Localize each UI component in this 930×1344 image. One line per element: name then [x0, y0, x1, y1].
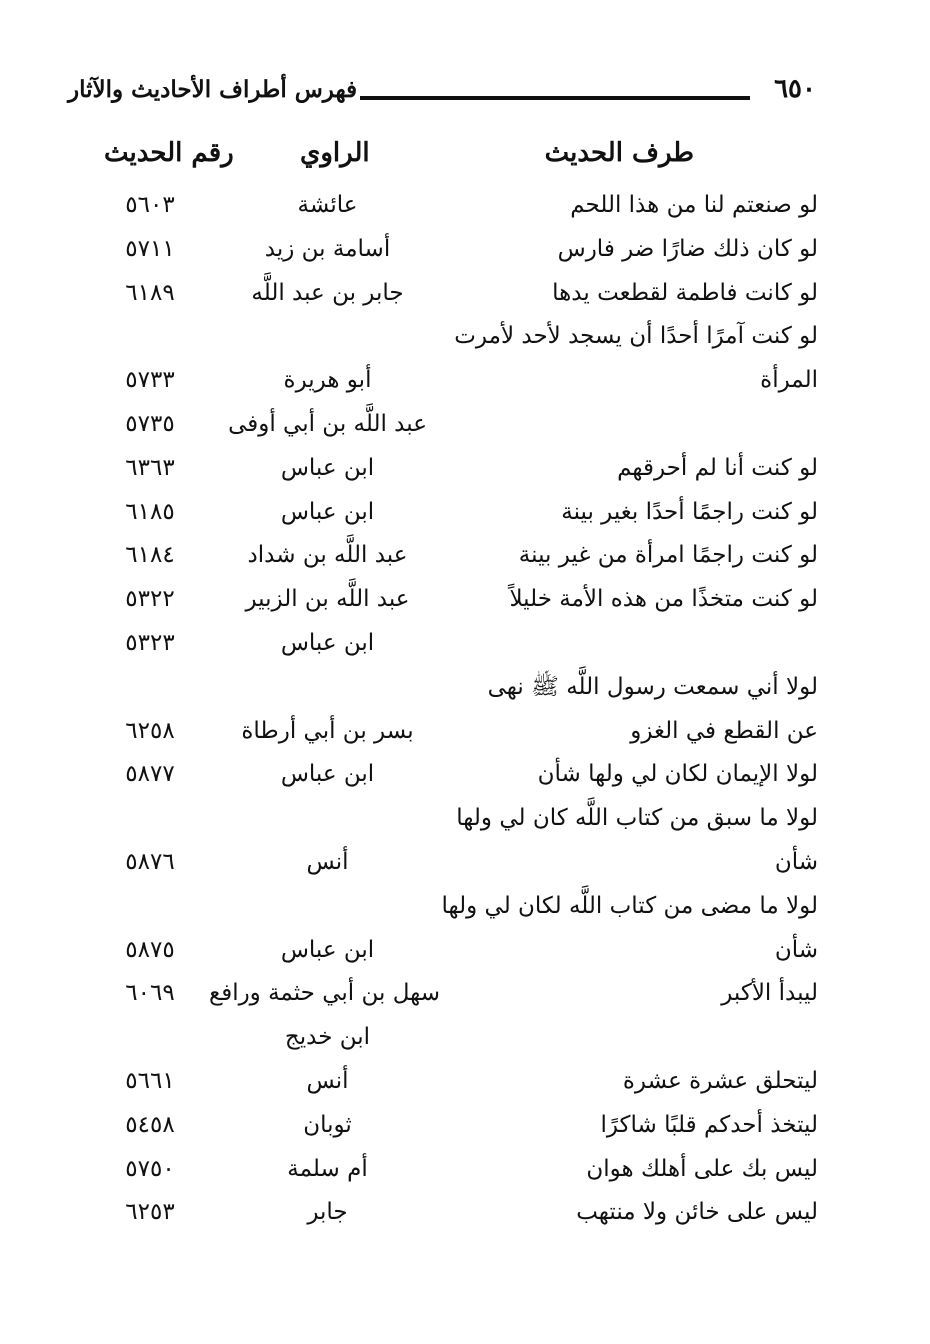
narrator-name: أم سلمة	[287, 1155, 368, 1182]
narrator-name: أبو هريرة	[283, 367, 372, 394]
hadith-number: ٦٢٥٣	[125, 1199, 175, 1226]
table-row	[0, 622, 930, 666]
hadith-text: شأن	[774, 848, 818, 875]
column-header-narrator: الراوي	[300, 138, 370, 168]
hadith-number: ٥٤٥٨	[125, 1111, 175, 1138]
narrator-name: جابر بن عبد اللَّه	[251, 279, 404, 306]
hadith-text: عن القطع في الغزو	[630, 717, 818, 744]
hadith-text: لو كنت أنا لم أحرقهم	[617, 454, 818, 481]
hadith-text: لولا ما سبق من كتاب اللَّه كان لي ولها	[456, 805, 818, 832]
narrator-name: أنس	[306, 848, 349, 875]
narrator-name: عبد اللَّه بن شداد	[247, 542, 408, 569]
table-row	[0, 447, 930, 491]
table-row	[0, 315, 930, 359]
hadith-number: ٦٣٦٣	[125, 454, 175, 481]
table-row	[0, 1148, 930, 1192]
narrator-name: عبد اللَّه بن الزبير	[245, 586, 410, 613]
narrator-name: ابن عباس	[280, 629, 375, 656]
hadith-text: لو كنت آمرًا أحدًا أن يسجد لأحد لأمرت	[454, 323, 818, 350]
page-number: ٦٥٠	[774, 74, 816, 104]
narrator-name: ابن خديج	[284, 1024, 371, 1051]
table-row	[0, 491, 930, 535]
table-row	[0, 929, 930, 973]
hadith-text: لو كان ذلك ضارًا ضر فارس	[557, 235, 818, 262]
table-row	[0, 359, 930, 403]
table-row	[0, 841, 930, 885]
hadith-text: ليتحلق عشرة عشرة	[622, 1067, 818, 1094]
hadith-number: ٦٠٦٩	[125, 980, 175, 1007]
narrator-name: ابن عباس	[280, 454, 375, 481]
hadith-text: لولا الإيمان لكان لي ولها شأن	[537, 761, 818, 788]
header-rule	[360, 96, 750, 100]
hadith-text: لو كنت راجمًا امرأة من غير بينة	[518, 542, 818, 569]
hadith-number: ٥٧٣٣	[125, 367, 175, 394]
column-header-hadith: طرف الحديث	[544, 138, 694, 168]
narrator-name: ابن عباس	[280, 936, 375, 963]
hadith-number: ٥٨٧٥	[125, 936, 175, 963]
hadith-text: لو كنت راجمًا أحدًا بغير بينة	[561, 498, 818, 525]
table-row	[0, 1016, 930, 1060]
hadith-number: ٥٧١١	[125, 235, 175, 262]
narrator-name: أنس	[306, 1067, 349, 1094]
table-row	[0, 797, 930, 841]
hadith-text: لولا ما مضى من كتاب اللَّه لكان لي ولها	[441, 892, 818, 919]
hadith-number: ٦١٨٩	[125, 279, 175, 306]
index-table	[0, 184, 930, 1235]
narrator-name: أسامة بن زيد	[264, 235, 391, 262]
hadith-text: ليبدأ الأكبر	[721, 980, 818, 1007]
hadith-number: ٥٧٣٥	[125, 410, 175, 437]
table-row	[0, 666, 930, 710]
hadith-number: ٥٨٧٧	[125, 761, 175, 788]
hadith-number: ٥٦٠٣	[125, 192, 175, 218]
page-header	[60, 72, 830, 116]
hadith-text: ليتخذ أحدكم قلبًا شاكرًا	[600, 1111, 818, 1138]
table-row	[0, 272, 930, 316]
narrator-name: ابن عباس	[280, 498, 375, 525]
hadith-number: ٦١٨٥	[125, 498, 175, 525]
table-row	[0, 1060, 930, 1104]
table-row	[0, 403, 930, 447]
table-row	[0, 972, 930, 1016]
hadith-text: لو كانت فاطمة لقطعت يدها	[552, 279, 818, 306]
hadith-number: ٦١٨٤	[125, 542, 175, 569]
narrator-name: عبد اللَّه بن أبي أوفى	[228, 410, 427, 437]
hadith-text: لولا أني سمعت رسول اللَّه ﷺ نهى	[487, 673, 818, 700]
table-row	[0, 885, 930, 929]
hadith-number: ٥٣٢٣	[125, 629, 175, 656]
table-row	[0, 578, 930, 622]
table-row	[0, 184, 930, 228]
table-row	[0, 1104, 930, 1148]
narrator-name: ابن عباس	[280, 761, 375, 788]
column-header-number: رقم الحديث	[104, 138, 234, 168]
hadith-number: ٥٣٢٢	[125, 586, 175, 613]
narrator-name: سهل بن أبي حثمة ورافع	[208, 980, 440, 1007]
narrator-name: عائشة	[297, 192, 358, 218]
hadith-text: المرأة	[760, 367, 818, 394]
hadith-number: ٥٦٦١	[125, 1067, 175, 1094]
hadith-number: ٥٨٧٦	[125, 848, 175, 875]
table-row	[0, 534, 930, 578]
running-title: فهرس أطراف الأحاديث والآثار	[68, 76, 358, 103]
hadith-text: ليس على خائن ولا منتهب	[576, 1199, 818, 1226]
hadith-number: ٥٧٥٠	[125, 1155, 175, 1182]
narrator-name: ثوبان	[303, 1111, 352, 1138]
hadith-text: شأن	[774, 936, 818, 963]
narrator-name: جابر	[307, 1199, 348, 1226]
hadith-number: ٦٢٥٨	[125, 717, 175, 744]
table-row	[0, 753, 930, 797]
table-row	[0, 710, 930, 754]
hadith-text: ليس بك على أهلك هوان	[586, 1155, 818, 1182]
narrator-name: بسر بن أبي أرطاة	[241, 717, 414, 744]
hadith-text: لو صنعتم لنا من هذا اللحم	[570, 192, 818, 218]
table-row	[0, 1191, 930, 1235]
table-row	[0, 228, 930, 272]
hadith-text: لو كنت متخذًا من هذه الأمة خليلاً	[509, 586, 818, 613]
